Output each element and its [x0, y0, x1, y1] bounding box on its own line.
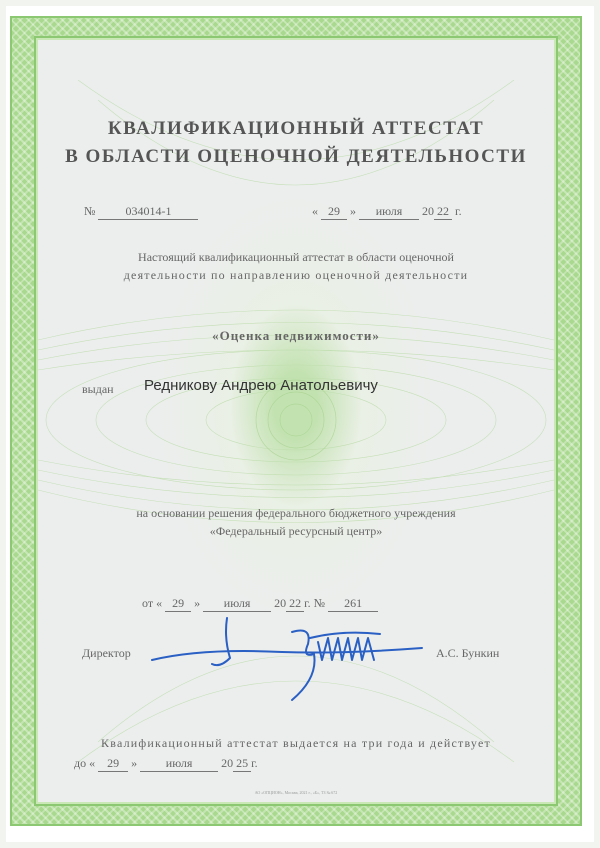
validity-year: 25	[233, 756, 251, 772]
decision-year: 22	[286, 596, 304, 612]
decision-close-quote: »	[194, 596, 201, 610]
holder-name: Редникову Андрею Анатольевичу	[144, 377, 378, 394]
director-signature	[142, 608, 432, 708]
decision-open-quote: «	[156, 596, 163, 610]
intro-line1: Настоящий квалификационный аттестат в области оценочной	[138, 250, 454, 264]
validity-line1: Квалификационный аттестат выдается на три года и действует	[101, 736, 491, 750]
issue-date	[312, 204, 462, 220]
decision-day: 29	[165, 596, 191, 612]
decision-number: 261	[328, 596, 378, 612]
decision-no-label: №	[313, 596, 326, 610]
validity-suffix: г.	[251, 756, 258, 770]
validity-month: июля	[140, 756, 218, 772]
number-value: 034014-1	[98, 204, 198, 220]
issue-date-century: 20	[422, 204, 434, 218]
direction-title: «Оценка недвижимости»	[212, 328, 380, 343]
intro-line2: деятельности по направлению оценочной деятельности	[123, 268, 469, 282]
basis-line1: на основании решения федерального бюджетного учреждения	[136, 506, 456, 520]
issue-date-suffix: г.	[455, 204, 462, 218]
decision-year-suffix: г.	[304, 596, 311, 610]
issue-date-open-quote: «	[312, 204, 318, 218]
decision-month: июля	[203, 596, 271, 612]
validity-century: 20	[221, 756, 234, 770]
printer-imprint: АО «ОПЦИОН», Москва, 2021 г., «Б», ТЗ № 672	[254, 790, 338, 795]
issued-to-label: выдан	[82, 382, 114, 396]
certificate-content	[38, 40, 554, 802]
certificate-number	[84, 204, 198, 220]
issue-date-year: 22	[434, 204, 452, 220]
validity-open-quote: «	[89, 756, 96, 770]
decision-century: 20	[274, 596, 287, 610]
validity-date	[74, 756, 258, 772]
certificate-title-line1: КВАЛИФИКАЦИОННЫЙ АТТЕСТАТ	[107, 118, 485, 139]
basis-line2: «Федеральный ресурсный центр»	[209, 524, 383, 538]
validity-to-label: до	[74, 756, 87, 770]
certificate-title-line2: В ОБЛАСТИ ОЦЕНОЧНОЙ ДЕЯТЕЛЬНОСТИ	[65, 146, 527, 167]
decision-from-label: от	[142, 596, 154, 610]
director-name: А.С. Бункин	[436, 646, 500, 660]
number-label: №	[84, 204, 96, 218]
issue-date-close-quote: »	[350, 204, 356, 218]
validity-day: 29	[98, 756, 128, 772]
director-label: Директор	[82, 646, 131, 660]
validity-close-quote: »	[131, 756, 138, 770]
issue-date-month: июля	[359, 204, 419, 220]
issue-date-day: 29	[321, 204, 347, 220]
